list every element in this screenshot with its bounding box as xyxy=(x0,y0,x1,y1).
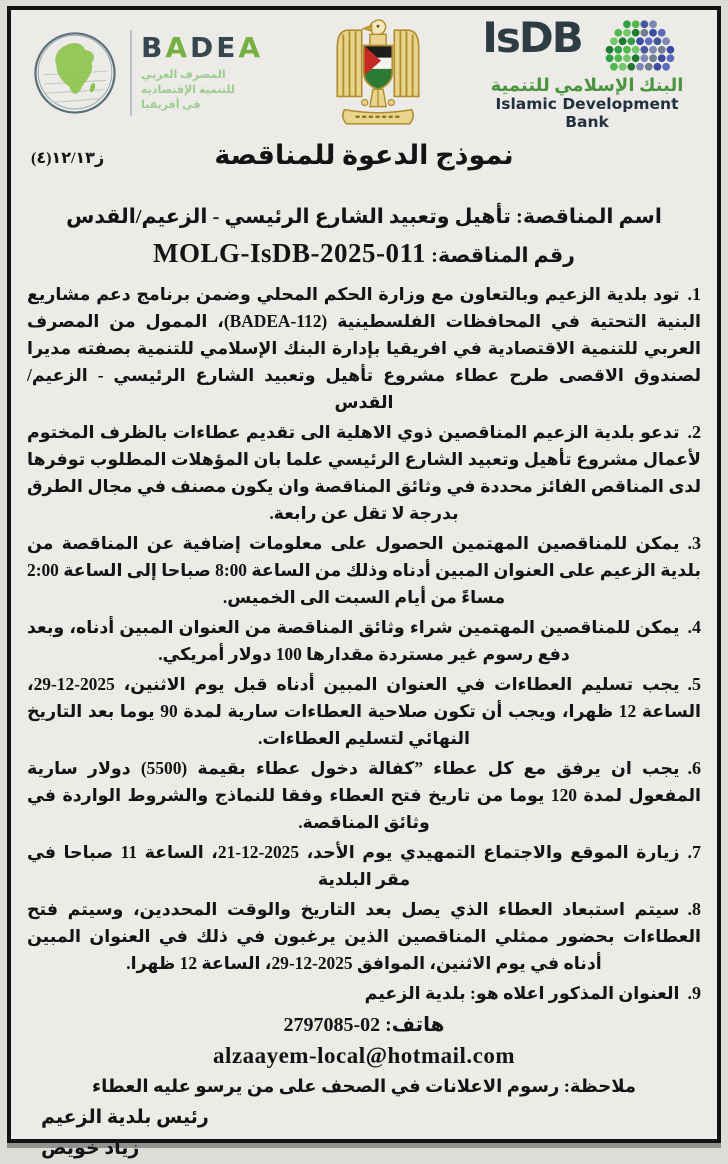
clause-text: العنوان المذكور اعلاه هو: بلدية الزعيم xyxy=(364,983,680,1003)
tender-number-label: رقم المناقصة: xyxy=(431,245,575,267)
signature-block xyxy=(27,1102,701,1164)
isdb-english-name: Islamic Development Bank xyxy=(495,94,679,131)
tender-clause xyxy=(27,530,701,611)
clause-text: سيتم استبعاد العطاء الذي يصل بعد التاريخ والوقت المحددين، وسيتم فتح العطاءات بحضور ممثلي المناقصين الذين يرغبون في ذلك في العنوان المبين أدناه في يوم الاثنين، الموافق 2025-12-29، الساعة 12 ظهرا. xyxy=(27,899,701,973)
clause-number: 8. xyxy=(687,899,701,919)
tender-clauses xyxy=(27,281,701,1007)
isdb-globe-icon xyxy=(588,16,692,74)
badea-logo xyxy=(29,27,281,119)
tender-clause xyxy=(27,614,701,668)
isdb-logo xyxy=(475,12,699,131)
clause-text: يجب ان يرفق مع كل عطاء ”كفالة دخول عطاء بقيمة (5500) دولار سارية المفعول لمدة 120 يوما من تاريخ فتح العطاء وفقا للنماذج والشروط الواردة في وثائق المناقصة. xyxy=(27,758,701,832)
tender-name-line: اسم المناقصة: تأهيل وتعبيد الشارع الرئيسي - الزعيم/القدس xyxy=(66,206,662,228)
badea-wordmark: BADEA xyxy=(141,31,264,64)
palestine-eagle-emblem xyxy=(320,17,436,129)
signatory-name: زياد خويص xyxy=(41,1138,140,1159)
clause-number: 4. xyxy=(687,617,701,637)
phone-line: هاتف: 02-2797085 xyxy=(283,1014,445,1036)
clause-number: 5. xyxy=(687,674,701,694)
golden-eagle-icon xyxy=(326,17,430,129)
clause-text: زيارة الموقع والاجتماع التمهيدي يوم الأحد، 2025-12-21، الساعة 11 صباحا في مقر البلدية xyxy=(27,842,680,889)
tender-clause xyxy=(27,755,701,836)
header-logos xyxy=(27,12,701,131)
tender-clause xyxy=(27,980,701,1007)
clause-number: 2. xyxy=(687,422,701,442)
badea-divider xyxy=(130,30,132,116)
email-line: alzaayem-local@hotmail.com xyxy=(212,1043,516,1068)
clause-number: 3. xyxy=(687,533,701,553)
isdb-wordmark: IsDB xyxy=(482,12,582,62)
tender-clause xyxy=(27,281,701,416)
clause-text: تدعو بلدية الزعيم المناقصين ذوي الاهلية الى تقديم عطاءات بالظرف المختوم لأعمال مشروع تأهيل وتعبيد الشارع الرئيسي علما بان المؤهلات المطلوب توفرها لدى المناقص الفائز محددة في وثائق المناقصة وان يكون مصنف في مجال الطرق بدرجة لا تقل عن رابعة. xyxy=(27,422,701,523)
clause-number: 9. xyxy=(687,983,701,1003)
contact-block xyxy=(27,1010,701,1101)
tender-clause xyxy=(27,671,701,752)
tender-number-line xyxy=(27,236,701,273)
clause-text: يجب تسليم العطاءات في العنوان المبين أدناه قبل يوم الاثنين، 2025-12-29، الساعة 12 ظهرا، ويجب أن تكون صلاحية العطاءات سارية لمدة 90 يوما بعد التاريخ النهائي لتسليم العطاءات. xyxy=(27,674,701,748)
clause-text: تود بلدية الزعيم وبالتعاون مع وزارة الحكم المحلي وضمن برنامج دعم مشاريع البنية التحتية في المحافظات الفلسطينية ⁦(BADEA-112)⁩، الممول من المصرف العربي للتنمية الاقتصادية في افريقيا بإدارة البنك الإسلامي للتنمية بصفته مديرا لصندوق الاقصى طرح عطاء مشروع تأهيل وتعبيد الشارع الرئيسي - الزعيم/القدس xyxy=(27,284,701,412)
tender-clause xyxy=(27,839,701,893)
title-row xyxy=(27,138,701,190)
isdb-arabic-name: البنك الإسلامي للتنمية xyxy=(490,74,684,95)
badea-arabic-name: المصرف العربي للتنمية الإقتصادية في أفريقيا xyxy=(141,69,235,111)
clause-number: 7. xyxy=(687,842,701,862)
tender-clause xyxy=(27,419,701,527)
tender-clause xyxy=(27,896,701,977)
clause-text: يمكن للمناقصين المهتمين شراء وثائق المناقصة من العنوان المبين أدناه، وبعد دفع رسوم غير مستردة مقدارها 100 دولار أمريكي. xyxy=(27,617,680,664)
page-title: نموذج الدعوة للمناقصة xyxy=(214,140,514,170)
form-reference-number: ز١٢/١٣(٤) xyxy=(31,150,105,167)
badea-africa-globe-icon xyxy=(29,27,121,119)
tender-number-value: MOLG-IsDB-2025-011 xyxy=(153,238,427,268)
clause-text: يمكن للمناقصين المهتمين الحصول على معلومات إضافية عن المناقصة من بلدية الزعيم على العنوان المبين أدناه وذلك من الساعة 8:00 صباحا إلى الساعة 2:00 مساءً من أيام السبت الى الخميس. xyxy=(27,533,701,607)
clause-number: 1. xyxy=(687,284,701,304)
tender-notice-document xyxy=(7,6,721,1159)
signatory-title: رئيس بلدية الزعيم xyxy=(41,1107,209,1128)
ads-fee-note: ملاحظة: رسوم الاعلانات في الصحف على من يرسو عليه العطاء xyxy=(91,1076,637,1096)
clause-number: 6. xyxy=(687,758,702,778)
